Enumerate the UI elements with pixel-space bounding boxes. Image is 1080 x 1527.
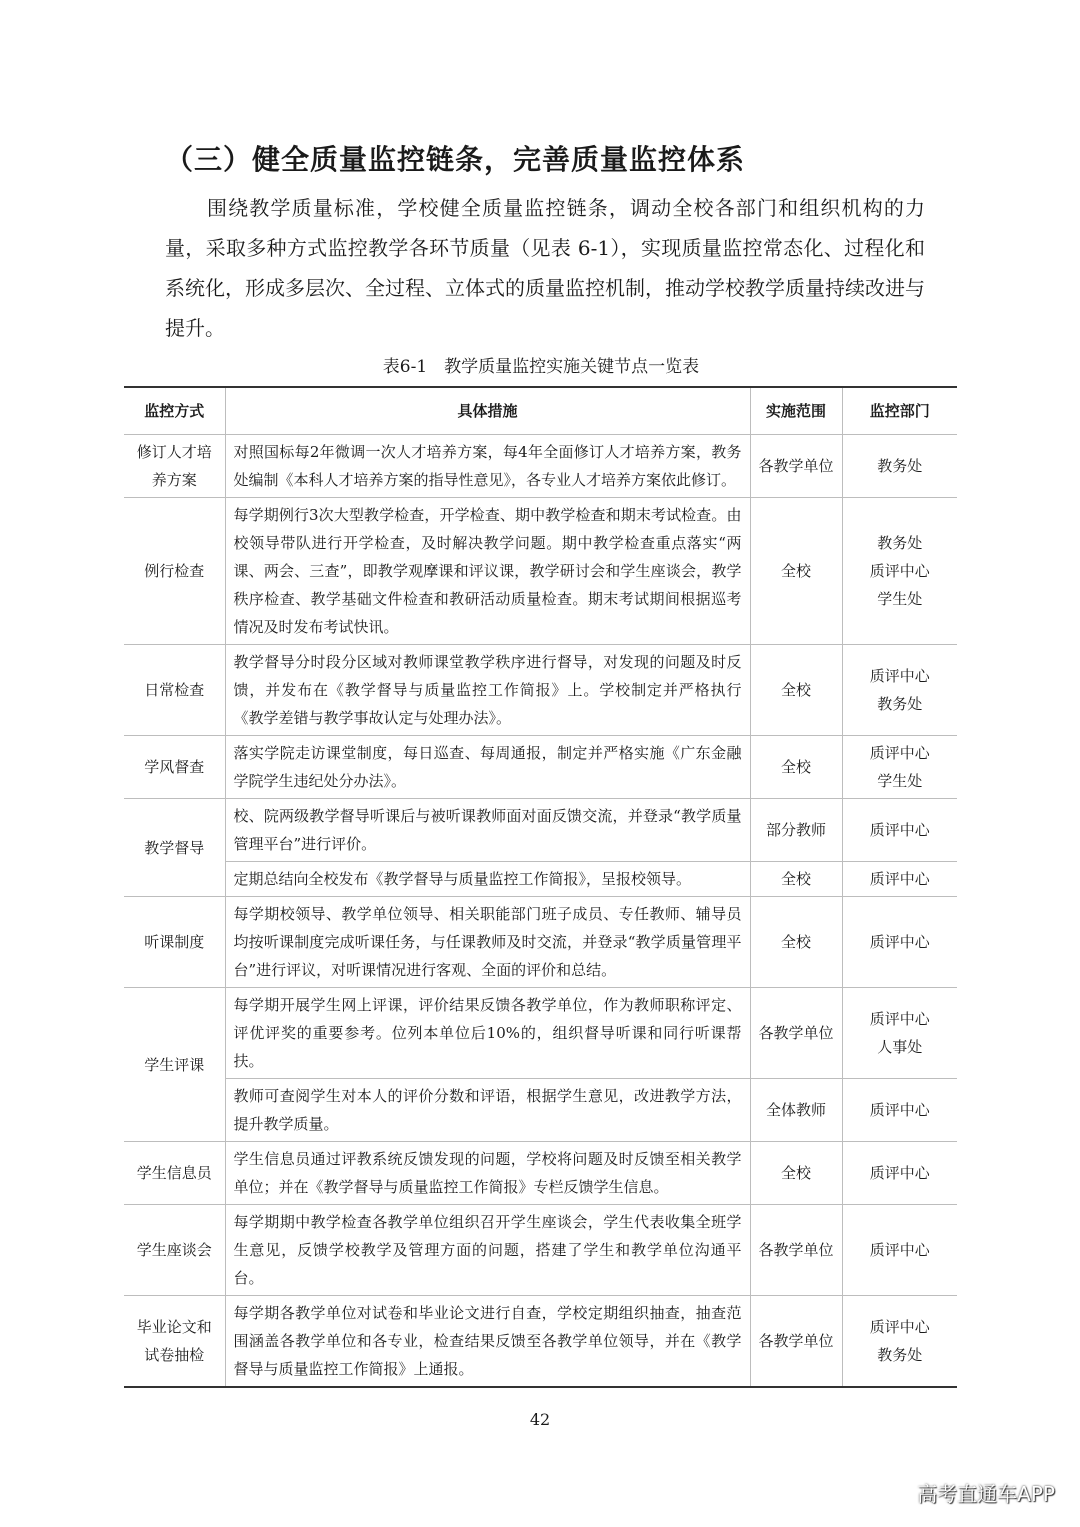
cell-measure: 定期总结向全校发布《教学督导与质量监控工作简报》，呈报校领导。 [225,862,750,897]
cell-measure: 每学期期中教学检查各教学单位组织召开学生座谈会，学生代表收集全班学生意见，反馈学校教学及管理方面的问题，搭建了学生和教学单位沟通平台。 [225,1205,750,1296]
cell-dept: 质评中心 人事处 [842,988,957,1079]
cell-measure: 每学期例行3次大型教学检查，开学检查、期中教学检查和期末考试检查。由校领导带队进行开学检查，及时解决教学问题。期中教学检查重点落实“两课、两会、三查”，即教学观摩课和评议课，教学研讨会和学生座谈会，教学秩序检查、教学基础文件检查和教研活动质量检查。期末考试期间根据巡考情况及时发布考试快讯。 [225,498,750,645]
table-row [124,736,957,799]
section-heading: （三）健全质量监控链条，完善质量监控体系 [165,143,746,176]
header-scope: 实施范围 [750,387,842,435]
cell-method: 修订人才培养方案 [124,435,225,498]
cell-scope: 全体教师 [750,1079,842,1142]
cell-dept: 教务处 质评中心 学生处 [842,498,957,645]
cell-dept: 质评中心 学生处 [842,736,957,799]
cell-method: 学风督查 [124,736,225,799]
cell-measure: 教师可查阅学生对本人的评价分数和评语，根据学生意见，改进教学方法，提升教学质量。 [225,1079,750,1142]
cell-method: 教学督导 [124,799,225,897]
cell-method: 日常检查 [124,645,225,736]
cell-measure: 每学期开展学生网上评课，评价结果反馈各教学单位，作为教师职称评定、评优评奖的重要参考。位列本单位后10%的，组织督导听课和同行听课帮扶。 [225,988,750,1079]
watermark-text: 高考直通车APP [917,1482,1055,1506]
cell-dept: 质评中心 [842,862,957,897]
table-row [124,435,957,498]
cell-method: 学生座谈会 [124,1205,225,1296]
cell-dept: 质评中心 [842,1142,957,1205]
table-row [124,1142,957,1205]
cell-dept: 质评中心 [842,897,957,988]
body-paragraph: 围绕教学质量标准，学校健全质量监控链条，调动全校各部门和组织机构的力量，采取多种方式监控教学各环节质量（见表 6-1），实现质量监控常态化、过程化和系统化，形成多层次、全过程、立体式的质量监控机制，推动学校教学质量持续改进与提升。 [165,196,925,340]
cell-measure: 校、院两级教学督导听课后与被听课教师面对面反馈交流，并登录“教学质量管理平台”进行评价。 [225,799,750,862]
cell-method: 毕业论文和试卷抽检 [124,1296,225,1388]
table-row [124,897,957,988]
cell-measure: 教学督导分时段分区域对教师课堂教学秩序进行督导，对发现的问题及时反馈，并发布在《教学督导与质量监控工作简报》上。学校制定并严格执行《教学差错与教学事故认定与处理办法》。 [225,645,750,736]
cell-scope: 全校 [750,897,842,988]
cell-dept: 质评中心 [842,1205,957,1296]
cell-measure: 每学期校领导、教学单位领导、相关职能部门班子成员、专任教师、辅导员均按听课制度完成听课任务，与任课教师及时交流，并登录“教学质量管理平台”进行评议，对听课情况进行客观、全面的评价和总结。 [225,897,750,988]
cell-scope: 各教学单位 [750,1296,842,1388]
table-row [124,1079,957,1142]
table-row [124,1296,957,1388]
header-method: 监控方式 [124,387,225,435]
cell-scope: 各教学单位 [750,435,842,498]
cell-method: 听课制度 [124,897,225,988]
cell-scope: 全校 [750,498,842,645]
header-dept: 监控部门 [842,387,957,435]
cell-scope: 全校 [750,736,842,799]
cell-scope: 各教学单位 [750,988,842,1079]
cell-dept: 质评中心 教务处 [842,645,957,736]
table-header-row [124,387,957,435]
cell-measure: 学生信息员通过评教系统反馈发现的问题，学校将问题及时反馈至相关教学单位；并在《教学督导与质量监控工作简报》专栏反馈学生信息。 [225,1142,750,1205]
cell-dept: 质评中心 教务处 [842,1296,957,1388]
header-measure: 具体措施 [225,387,750,435]
cell-scope: 各教学单位 [750,1205,842,1296]
cell-method: 学生评课 [124,988,225,1142]
cell-measure: 落实学院走访课堂制度，每日巡查、每周通报，制定并严格实施《广东金融学院学生违纪处分办法》。 [225,736,750,799]
cell-scope: 全校 [750,862,842,897]
table-row [124,498,957,645]
cell-dept: 教务处 [842,435,957,498]
cell-scope: 部分教师 [750,799,842,862]
cell-measure: 对照国标每2年微调一次人才培养方案，每4年全面修订人才培养方案，教务处编制《本科人才培养方案的指导性意见》，各专业人才培养方案依此修订。 [225,435,750,498]
table-caption: 表6-1 教学质量监控实施关键节点一览表 [382,357,700,377]
cell-scope: 全校 [750,645,842,736]
table-row [124,1205,957,1296]
table-row [124,862,957,897]
cell-dept: 质评中心 [842,799,957,862]
page-number: 42 [529,1410,551,1429]
monitoring-table [124,386,957,1388]
cell-scope: 全校 [750,1142,842,1205]
cell-measure: 每学期各教学单位对试卷和毕业论文进行自查，学校定期组织抽查，抽查范围涵盖各教学单位和各专业，检查结果反馈至各教学单位领导，并在《教学督导与质量监控工作简报》上通报。 [225,1296,750,1388]
table-row [124,988,957,1079]
cell-method: 例行检查 [124,498,225,645]
cell-method: 学生信息员 [124,1142,225,1205]
table-row [124,645,957,736]
cell-dept: 质评中心 [842,1079,957,1142]
table-row [124,799,957,862]
